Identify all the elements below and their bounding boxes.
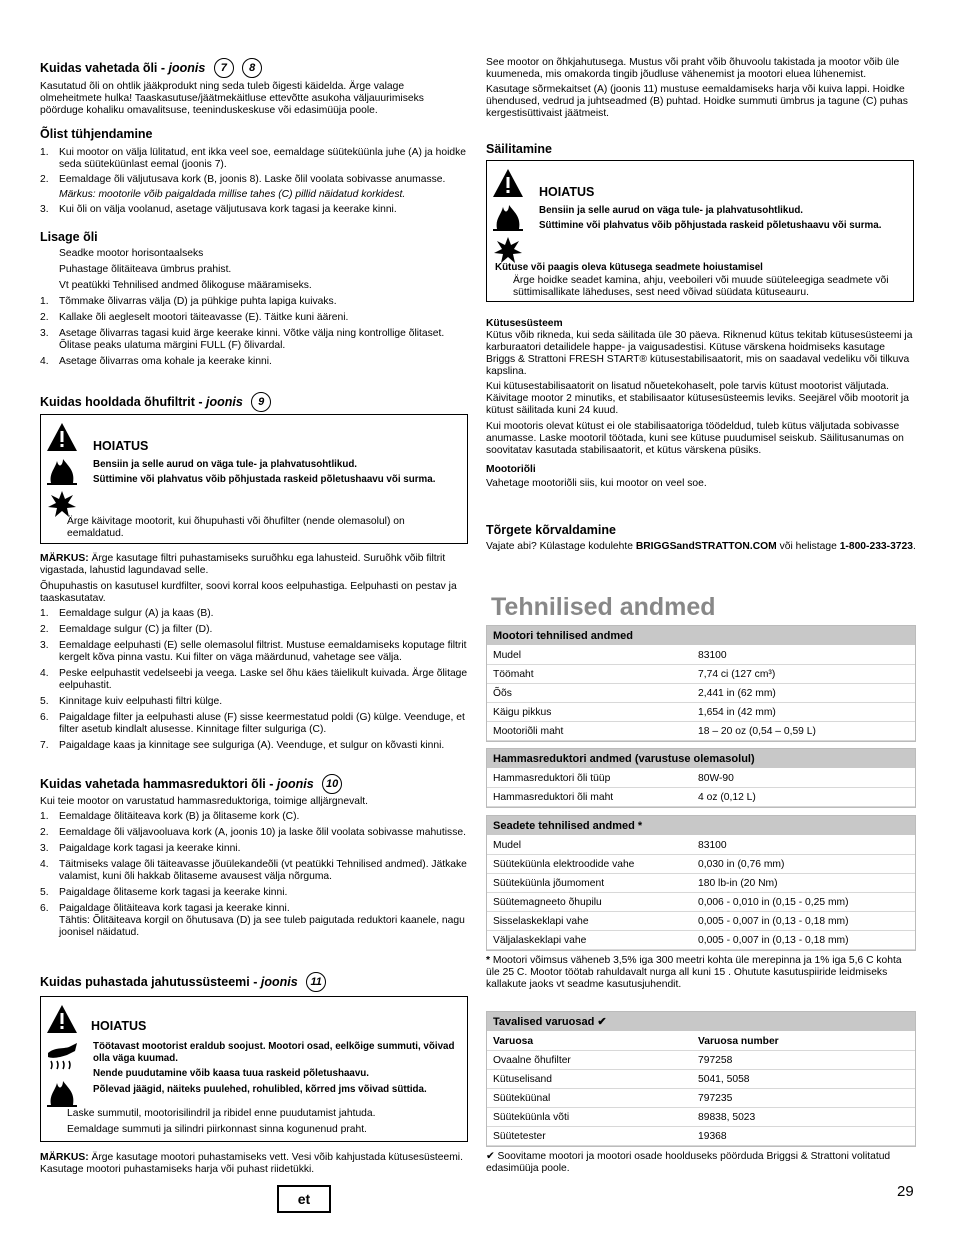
phone-number: 1-800-233-3723	[839, 541, 913, 552]
list-item: 6. Paigaldage õlitäiteava kork tagasi ja keerake kinni.	[40, 903, 290, 914]
table-cell-value: 18 – 20 oz (0,54 – 0,59 L)	[692, 722, 915, 741]
warning-text: Nende puudutamine võib kaasa tuua raskeid põletushaavu.	[93, 1068, 370, 1079]
table-cell-value: 5041, 5058	[692, 1070, 915, 1089]
list-item: 1. Eemaldage sulgur (A) ja kaas (B).	[40, 608, 214, 619]
wrench-icon: ✔	[486, 1151, 495, 1162]
table-row	[487, 684, 915, 703]
table-row	[487, 1051, 915, 1070]
list-item: 3. Kui õli on välja voolanud, asetage väljutusava kork tagasi ja keerake kinni.	[40, 204, 397, 215]
table-row	[487, 665, 915, 684]
list-item: 5. Kinnitage kuiv eelpuhasti filtri külge.	[40, 696, 223, 707]
table-cell-label: Süüteküünal	[487, 1089, 692, 1108]
list-item: 5. Paigaldage õlitaseme kork tagasi ja keerake kinni.	[40, 887, 288, 898]
table-cell-value: 0,006 - 0,010 in (0,15 - 0,25 mm)	[692, 893, 915, 912]
gear-important: Tähtis: Õlitäiteava korgil on õhutusava (D) ja see tuleb paigutada reduktori kaanele, nagu joonisel näidatud.	[59, 915, 465, 938]
list-item: 4. Asetage õlivarras oma kohale ja keerake kinni.	[40, 356, 272, 367]
table-cell-label: Mootoriõli maht	[487, 722, 692, 741]
list-item: 3. Asetage õlivarras tagasi kuid ärge keerake kinni. Võtke välja ning kontrollige õlitaset. Õlitase peaks ulatuma märgini FULL (F) õlivardal.	[40, 328, 445, 351]
table-cell-value: 1,654 in (42 mm)	[692, 703, 915, 722]
table-row	[487, 646, 915, 665]
table-row	[487, 874, 915, 893]
list-item: 2. Eemaldage õli väljutusava kork (B, joonis 8). Laske õlil voolata sobivasse anumasse.	[40, 174, 446, 185]
table-header: Mootori tehnilised andmed	[487, 626, 915, 646]
cooling-paragraph-1: See mootor on õhkjahutusega. Mustus või praht võib õhuvoolu takistada ja mootor võib üle kuumeneda, mis omakorda tingib jõudluse vähenemist ja mootori eluea lühenemist.	[486, 57, 900, 80]
warning-triangle-icon	[491, 167, 525, 267]
list-item: 4. Täitmiseks valage õli täiteavasse jõuülekandeõli (vt peatükki Tehnilised andmed). Jätkake valamist, kuni õli hakkab õlitaseme avausest välja nõrguma.	[40, 859, 467, 882]
warning-icons	[45, 1003, 81, 1112]
table-row	[487, 1089, 915, 1108]
figure-11-badge: 11	[306, 972, 326, 992]
table-cell-label: Kütuselisand	[487, 1070, 692, 1089]
storage-heading: Säilitamine	[486, 142, 552, 156]
table-cell-value: 0,030 in (0,76 mm)	[692, 855, 915, 874]
wrench-icon: ✔	[597, 1016, 607, 1028]
warning-text: Süttimine või plahvatus võib põhjustada raskeid põletushaavu või surma.	[93, 474, 436, 485]
warning-icons	[45, 421, 81, 526]
cooling-paragraph-2: Kasutage sõrmekaitset (A) (joonis 11) mustuse eemaldamiseks harja või kuiva lappi. Hoidke ühendused, vedrud ja juhtseadmed (B) puhtad. Hoidke summuti ümbrus ja tagune (C) puhas kergestisüttivaist jäätmeist.	[486, 84, 908, 119]
figure-10-badge: 10	[322, 774, 342, 794]
table-row	[487, 703, 915, 722]
list-item: 1. Eemaldage õlitäiteava kork (B) ja õlitaseme kork (C).	[40, 811, 300, 822]
table-cell-label: Süüteküünla elektroodide vahe	[487, 855, 692, 874]
table-row	[487, 769, 915, 788]
engine-spec-table	[486, 625, 916, 742]
table-cell-value: 180 lb-in (20 Nm)	[692, 874, 915, 893]
figure-7-badge: 7	[214, 58, 234, 78]
warning-text: Töötavast mootorist eraldub soojust. Mootori osad, eelkõige summuti, võivad olla väga kuumad.	[93, 1041, 455, 1064]
oil-change-heading: Kuidas vahetada õli - joonis 7 8	[40, 58, 262, 78]
specifications-footnote: * Mootori võimsus väheneb 3,5% iga 300 meetri kohta üle merepinna ja 1% iga 5,6 C kohta üle 25 C. Mootor töötab rahuldavalt nurga all kuni 15 . Ohutute kasutuspiiride leidmiseks kallakute jaoks vt seadme kasutusjuhendit.	[486, 955, 902, 990]
table-row	[487, 1070, 915, 1089]
table-row	[487, 1108, 915, 1127]
table-header: Seadete tehnilised andmed *	[487, 816, 915, 836]
air-note: MÄRKUS: Ärge kasutage filtri puhastamiseks suruõhku ega lahusteid. Suruõhk võib filtrit vigastada, lahustid lagundavad selle.	[40, 553, 446, 576]
engine-oil-paragraph: Vahetage mootoriõli siis, kui mootor on veel soe.	[486, 478, 707, 489]
table-cell-value: 80W-90	[692, 769, 915, 788]
list-item: 2. Eemaldage õli väljavooluava kork (A, joonis 10) ja laske õlil voolata sobivasse mahutisse.	[40, 827, 466, 838]
warning-text: Süttimine või plahvatus võib põhjustada raskeid põletushaavu või surma.	[539, 220, 882, 231]
warning-text: Bensiin ja selle aurud on väga tule- ja plahvatusohtlikud.	[93, 459, 358, 470]
table-cell-label: Käigu pikkus	[487, 703, 692, 722]
warning-subheading: Kütuse või paagis oleva kütusega seadmete hoiustamisel	[495, 262, 763, 273]
list-item: 2. Kallake õli aegleselt mootori täiteavasse (E). Täitke kuni ääreni.	[40, 312, 349, 323]
table-row	[487, 912, 915, 931]
warning-text: Põlevad jäägid, näiteks puulehed, rohulibled, kõrred jms võivad süttida.	[93, 1084, 427, 1095]
table-row	[487, 836, 915, 855]
engine-oil-heading: Mootoriõli	[486, 464, 536, 475]
list-item: Puhastage õlitäiteava ümbrus prahist.	[59, 264, 232, 275]
language-tab: et	[277, 1185, 331, 1213]
parts-table	[486, 1011, 916, 1147]
gear-list	[40, 811, 468, 939]
table-cell-value: 0,005 - 0,007 in (0,13 - 0,18 mm)	[692, 931, 915, 950]
troubleshooting-paragraph: Vajate abi? Külastage kodulehte BRIGGSandSTRATTON.COM või helistage 1-800-233-3723.	[486, 541, 916, 552]
list-item: 3. Eemaldage eelpuhasti (E) selle olemasolul filtrist. Mustuse eemaldamiseks koputage filtrit kergelt kõva pinna vastu. Kui filter on väga määrdunud, vahetage see välja.	[40, 640, 467, 663]
warning-text: Eemaldage summuti ja silindri piirkonnast sinna kogunenud praht.	[67, 1124, 367, 1135]
air-list	[40, 608, 468, 752]
table-row	[487, 931, 915, 950]
gear-oil-heading: Kuidas vahetada hammasreduktori õli - joonis 10	[40, 774, 342, 794]
table-cell-value: 7,74 ci (127 cm³)	[692, 665, 915, 684]
warning-title: HOIATUS	[539, 185, 595, 199]
table-cell-value: 2,441 in (62 mm)	[692, 684, 915, 703]
table-cell-label: Süütemagneeto õhupilu	[487, 893, 692, 912]
table-cell-label: Süüteküünla jõumoment	[487, 874, 692, 893]
specifications-title: Tehnilised andmed	[491, 593, 716, 621]
gear-spec-table	[486, 748, 916, 808]
table-cell-value: 0,005 - 0,007 in (0,13 - 0,18 mm)	[692, 912, 915, 931]
table-cell-value: 83100	[692, 646, 915, 665]
warning-title: HOIATUS	[93, 439, 149, 453]
table-row	[487, 855, 915, 874]
table-row	[487, 788, 915, 807]
add-oil-list	[40, 248, 468, 368]
warning-box-hot	[40, 996, 468, 1142]
table-cell-value: 4 oz (0,12 L)	[692, 788, 915, 807]
table-cell-label: Mudel	[487, 646, 692, 665]
warning-icons	[491, 167, 527, 272]
table-cell-value: 89838, 5023	[692, 1108, 915, 1127]
warning-box-fuel	[40, 414, 468, 544]
oil-intro: Kasutatud õli on ohtlik jääkprodukt ning seda tuleb õigesti käidelda. Ärge valage olmeheitmete hulka! Taaskasutuse/jäätmekäitluse ettevõtte asukoha väljauurimiseks pöörduge kohaliku omavalitsuse, teeninduskeskuse või edasimüüja poole.	[40, 81, 424, 116]
table-cell-label: Mudel	[487, 836, 692, 855]
drain-note: Märkus: mootorile võib paigaldada millise tahes (C) pillid näidatud korkidest.	[59, 189, 406, 200]
table-cell-label: Töömaht	[487, 665, 692, 684]
warning-text: Bensiin ja selle aurud on väga tule- ja plahvatusohtlikud.	[539, 205, 804, 216]
table-cell-label: Süütetester	[487, 1127, 692, 1146]
air-paragraph: Õhupuhastis on kasutusel kurdfilter, soovi korral koos eelpuhastiga. Eelpuhasti on pestav ja taaskasutatav.	[40, 581, 457, 604]
list-item: Vt peatükki Tehnilised andmed õlikoguse määramiseks.	[59, 280, 312, 291]
fuel-paragraph-2: Kui kütusestabilisaatorit on lisatud nõuetekohaselt, pole tarvis kütust mootorist väljutada. Käivitage mootor 2 minutiks, et stabilisaator kütusesüsteemis leviks. Seejärel võib mootorit ja kütust säilitada kuni 24 kuud.	[486, 381, 909, 416]
list-item: 6. Paigaldage filter ja eelpuhasti aluse (F) sisse keermestatud poldi (G) külge. Veenduge, et filter asetub kindlalt alusesse. Kinnitage filter sulguriga (C).	[40, 712, 465, 735]
fuel-system-heading: Kütusesüsteem	[486, 318, 563, 329]
table-cell-label: Sisselaskeklapi vahe	[487, 912, 692, 931]
warning-triangle-icon	[45, 1003, 79, 1107]
table-header: Tavalised varuosad ✔	[487, 1012, 915, 1032]
air-filter-heading: Kuidas hooldada õhufiltrit - joonis 9	[40, 392, 271, 412]
warning-title: HOIATUS	[91, 1019, 147, 1033]
warning-text: Ärge käivitage mootorit, kui õhupuhasti või õhufilter (nende olemasolul) on eemaldatud.	[67, 516, 405, 539]
table-cell-value: 797258	[692, 1051, 915, 1070]
list-item: 3. Paigaldage kork tagasi ja keerake kinni.	[40, 843, 241, 854]
page-number: 29	[897, 1183, 914, 1200]
table-row	[487, 722, 915, 741]
warning-triangle-icon	[45, 421, 79, 521]
table-cell-label: Ovaalne õhufilter	[487, 1051, 692, 1070]
table-cell-label: Väljalaskeklapi vahe	[487, 931, 692, 950]
troubleshooting-heading: Tõrgete kõrvaldamine	[486, 523, 616, 537]
warning-box-storage	[486, 160, 914, 302]
list-item: Seadke mootor horisontaalseks	[59, 248, 204, 259]
tune-spec-table	[486, 815, 916, 951]
table-cell-label: Süüteküünla võti	[487, 1108, 692, 1127]
table-cell-value: 19368	[692, 1127, 915, 1146]
table-header: Hammasreduktori andmed (varustuse olemasolul)	[487, 749, 915, 769]
fuel-paragraph-1: Kütus võib rikneda, kui seda säilitada üle 30 päeva. Riknenud kütus tekitab kütusesüsteemi ja karburaatori detailidele happe- ja vaigusadestisi. Kütuse värskena hoidmiseks kasutage Briggs & Strattoni FRESH START® kütusestabilisaatorit, mis on saadaval vedeliku või tilkuva kapslina.	[486, 330, 913, 377]
warning-text: Laske summutil, mootorisilindril ja ribidel enne puudutamist jahtuda.	[67, 1108, 376, 1119]
column-header: Varuosa	[487, 1032, 692, 1051]
drain-heading: Õlist tühjendamine	[40, 127, 153, 141]
add-oil-heading: Lisage õli	[40, 230, 98, 244]
table-row	[487, 893, 915, 912]
drain-list	[40, 147, 468, 216]
list-item: 2. Eemaldage sulgur (C) ja filter (D).	[40, 624, 213, 635]
warning-text: Ärge hoidke seadet kamina, ahju, veeboileri või muude süüteleegiga seadmete või süttimisallikate läheduses, sest need võivad süüdata kütuseauru.	[513, 275, 889, 298]
gear-intro: Kui teie mootor on varustatud hammasreduktoriga, toimige alljärgnevalt.	[40, 796, 368, 807]
list-item: 4. Peske eelpuhastit vedelseebi ja veega. Laske sel õhu käes täielikult kuivada. Ärge õlitage eelpuhastit.	[40, 668, 468, 691]
table-cell-value: 797235	[692, 1089, 915, 1108]
website-link[interactable]: BRIGGSandSTRATTON.COM	[635, 541, 777, 552]
table-cell-label: Hammasreduktori õli maht	[487, 788, 692, 807]
list-item: 1. Tõmmake õlivarras välja (D) ja pühkige puhta lapiga kuivaks.	[40, 296, 337, 307]
list-item: 7. Paigaldage kaas ja kinnitage see sulguriga (A). Veenduge, et sulgur on kõvasti kinni.	[40, 740, 445, 751]
figure-8-badge: 8	[242, 58, 262, 78]
table-cell-value: 83100	[692, 836, 915, 855]
column-header: Varuosa number	[692, 1032, 915, 1051]
table-row	[487, 1127, 915, 1146]
cooling-note: MÄRKUS: Ärge kasutage mootori puhastamiseks vett. Vesi võib kahjustada kütusesüsteemi. Kasutage mootori puhastamiseks harja või puhast riidetükki.	[40, 1152, 463, 1175]
figure-9-badge: 9	[251, 392, 271, 412]
parts-note: ✔ Soovitame mootori ja mootori osade hoolduseks pöörduda Briggsi & Strattoni volitatud edasimüüja poole.	[486, 1151, 891, 1174]
fuel-paragraph-3: Kui mootoris olevat kütust ei ole stabilisaatoriga töödeldud, tuleb kütus väljutada sobivasse anumasse. Laske mootoril töötada, kuni see kütuse puudumisel seiskub. Säilitusanumas on soovitatav kasutada stabilisaatorit, et kütus värskena püsiks.	[486, 421, 904, 456]
table-cell-label: Hammasreduktori õli tüüp	[487, 769, 692, 788]
cooling-heading: Kuidas puhastada jahutussüsteemi - joonis 11	[40, 972, 326, 992]
table-cell-label: Õõs	[487, 684, 692, 703]
list-item: 1. Kui mootor on välja lülitatud, ent ikka veel soe, eemaldage süüteküünla juhe (A) ja hoidke seda süüteküünlast eemal (joonis 7).	[40, 147, 466, 170]
